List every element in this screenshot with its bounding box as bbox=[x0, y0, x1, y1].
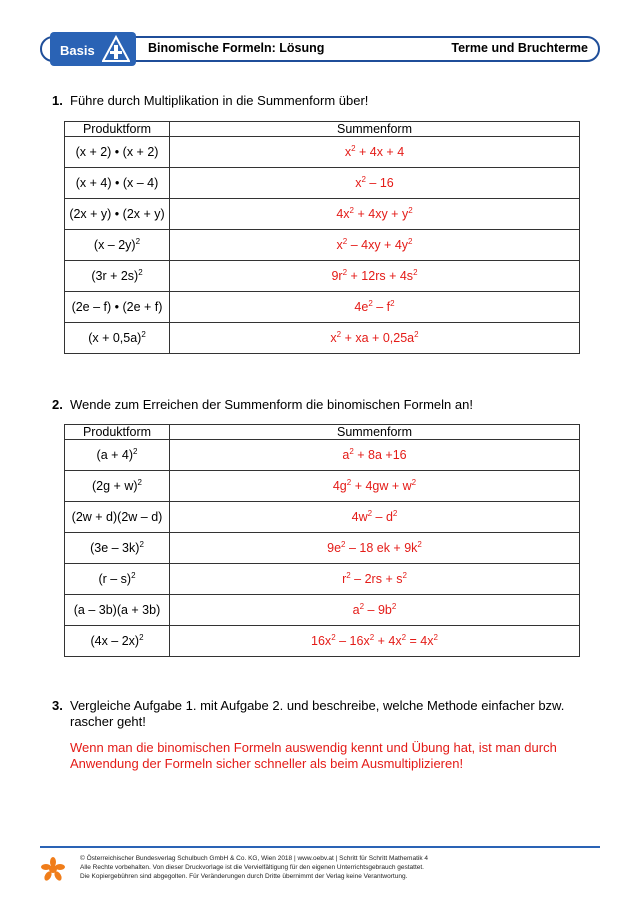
sum-form-cell: $4x^2 + 4xy + y^2$ bbox=[170, 199, 580, 230]
task1-text: Führe durch Multiplikation in die Summenform über! bbox=[70, 93, 369, 108]
sum-form-cell: $9e^2 - 18$ ek + $9k^2$ bbox=[170, 533, 580, 564]
table-header-row bbox=[65, 425, 580, 440]
footer-text bbox=[80, 854, 600, 881]
publisher-logo-icon bbox=[40, 856, 66, 882]
product-form-cell: (x + 4) • (x – 4) bbox=[65, 168, 170, 199]
task2-text: Wende zum Erreichen der Summenform die binomischen Formeln an! bbox=[70, 397, 473, 412]
product-form-cell: $(x + 0,5a)^2$ bbox=[65, 323, 170, 354]
table-row bbox=[65, 137, 580, 168]
product-form-cell: (4x – 2x)$^2$ bbox=[65, 626, 170, 657]
table-row bbox=[65, 564, 580, 595]
sum-form-cell: $x^2$ + xa + $0,25a^2$ bbox=[170, 323, 580, 354]
section-title: Terme und Bruchterme bbox=[451, 41, 588, 55]
worksheet-title: Binomische Formeln: Lösung bbox=[148, 41, 325, 55]
table-row bbox=[65, 230, 580, 261]
table-row bbox=[65, 261, 580, 292]
table-row bbox=[65, 199, 580, 230]
task1-table bbox=[64, 121, 580, 354]
col-sum-header: Summenform bbox=[170, 425, 580, 440]
triangle-stairs-icon bbox=[102, 35, 130, 63]
table-row bbox=[65, 533, 580, 564]
product-form-cell: $(3r + 2s)^2$ bbox=[65, 261, 170, 292]
sum-form-cell: $9r^2 + 12rs + 4s^2$ bbox=[170, 261, 580, 292]
footer-line-2: Alle Rechte vorbehalten. Von dieser Druckvorlage ist die Vervielfältigung für den eigenen Unterrichtsgebrauch gestattet. bbox=[80, 864, 424, 871]
page-header bbox=[40, 36, 600, 62]
sum-form-cell: $x^2 + 4x + 4$ bbox=[170, 137, 580, 168]
sum-form-cell: $r^2 - 2rs + s^2$ bbox=[170, 564, 580, 595]
product-form-cell: (x + 2) • (x + 2) bbox=[65, 137, 170, 168]
product-form-cell: (2w + d)(2w – d) bbox=[65, 502, 170, 533]
footer-divider bbox=[40, 846, 600, 848]
footer-line-1: © Österreichischer Bundesverlag Schulbuch GmbH & Co. KG, Wien 2018 | www.oebv.at | Schritt für Schritt Mathematik 4 bbox=[80, 855, 428, 862]
table-header-row bbox=[65, 122, 580, 137]
task3-text: Vergleiche Aufgabe 1. mit Aufgabe 2. und beschreibe, welche Methode einfacher bzw. rascher geht! bbox=[70, 698, 565, 729]
task2-heading bbox=[52, 397, 473, 412]
level-badge bbox=[50, 32, 136, 66]
sum-form-cell: $4g^2 + 4gw + w^2$ bbox=[170, 471, 580, 502]
table-row bbox=[65, 440, 580, 471]
product-form-cell: (r – s)$^2$ bbox=[65, 564, 170, 595]
product-form-cell: $(2g + w)^2$ bbox=[65, 471, 170, 502]
product-form-cell: (2e – f) • (2e + f) bbox=[65, 292, 170, 323]
sum-form-cell: $x^2 - 4xy + 4y^2$ bbox=[170, 230, 580, 261]
footer-line-3: Die Kopiergebühren sind abgegolten. Für Veränderungen durch Dritte übernimmt der Verlag keine Verantwortung. bbox=[80, 873, 408, 880]
sum-form-cell: $a^2 - 9b^2$ bbox=[170, 595, 580, 626]
product-form-cell: (x – 2y)$^2$ bbox=[65, 230, 170, 261]
task1-number: 1. bbox=[52, 93, 63, 108]
table-row bbox=[65, 292, 580, 323]
badge-label: Basis bbox=[60, 43, 95, 58]
table-row bbox=[65, 471, 580, 502]
col-sum-header: Summenform bbox=[170, 122, 580, 137]
table-row bbox=[65, 502, 580, 533]
product-form-cell: (2x + y) • (2x + y) bbox=[65, 199, 170, 230]
product-form-cell: $(a + 4)^2$ bbox=[65, 440, 170, 471]
sum-form-cell: $4e^2 - f^2$ bbox=[170, 292, 580, 323]
task2-table bbox=[64, 424, 580, 657]
col-product-header: Produktform bbox=[65, 425, 170, 440]
task1-heading bbox=[52, 93, 369, 108]
table-row bbox=[65, 626, 580, 657]
sum-form-cell: $16x^2 - 16x^2 + 4x^2 = 4x^2$ bbox=[170, 626, 580, 657]
task3-answer: Wenn man die binomischen Formeln auswendig kennt und Übung hat, ist man durch Anwendung der Formeln sicher schneller als beim Ausmultiplizieren! bbox=[70, 740, 557, 771]
sum-form-cell: $a^2 + 8a +16$ bbox=[170, 440, 580, 471]
sum-form-cell: $4w^2 - d^2$ bbox=[170, 502, 580, 533]
table-row bbox=[65, 168, 580, 199]
task2-number: 2. bbox=[52, 397, 63, 412]
product-form-cell: (3e – 3k)$^2$ bbox=[65, 533, 170, 564]
col-product-header: Produktform bbox=[65, 122, 170, 137]
product-form-cell: (a – 3b)(a + 3b) bbox=[65, 595, 170, 626]
task3-number: 3. bbox=[52, 698, 63, 713]
table-row bbox=[65, 595, 580, 626]
table-row bbox=[65, 323, 580, 354]
sum-form-cell: $x^2 - 16$ bbox=[170, 168, 580, 199]
